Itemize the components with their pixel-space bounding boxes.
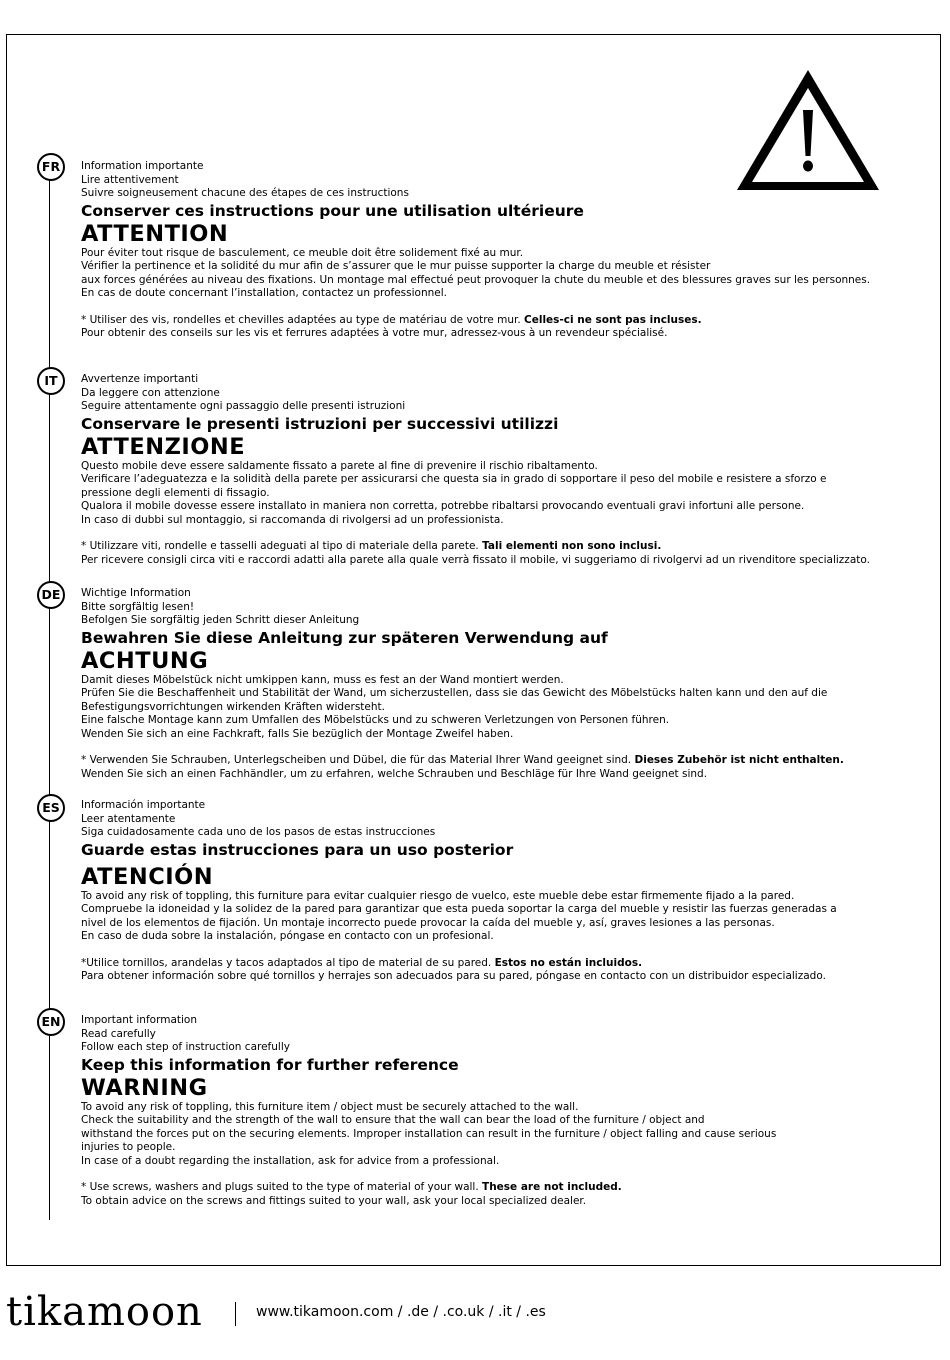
keep-heading: Conservare le presenti istruzioni per successivi utilizzi [81, 414, 559, 433]
body-line: En caso de duda sobre la instalación, póngase en contacto con un profesional. [81, 930, 494, 942]
body-line: Befestigungsvorrichtungen wirkenden Kräften widersteht. [81, 700, 385, 713]
section-es [81, 799, 921, 984]
body-line: In case of a doubt regarding the installation, ask for advice from a professional. [81, 1154, 500, 1167]
section-it [81, 373, 921, 567]
note-line: * Use screws, washers and plugs suited to the type of material of your wall. These are not included. [81, 1181, 622, 1193]
note-bold: Estos no están incluidos. [494, 956, 643, 969]
note-bold: Celles-ci ne sont pas incluses. [524, 313, 702, 326]
footer-divider [235, 1302, 236, 1326]
body-line: To avoid any risk of toppling, this furniture item / object must be securely attached to the wall. [81, 1100, 579, 1113]
body-line: Damit dieses Möbelstück nicht umkippen kann, muss es fest an der Wand montiert werden. [81, 673, 564, 686]
keep-heading: Guarde estas instrucciones para un uso posterior [81, 840, 514, 859]
body-line: En cas de doute concernant l’installation, contactez un professionnel. [81, 287, 447, 299]
section-title: ATTENZIONE [81, 433, 246, 460]
intro-line: Information importante [81, 160, 204, 172]
note-line: *Utilice tornillos, arandelas y tacos adaptados al tipo de material de su pared. Estos no están incluidos. [81, 956, 643, 969]
intro-line: Bitte sorgfältig lesen! [81, 600, 195, 613]
note-bold: Dieses Zubehör ist nicht enthalten. [634, 754, 844, 766]
section-title: ATENCIÓN [81, 863, 214, 890]
body-line: Pour éviter tout risque de basculement, ce meuble doit être solidement fixé au mur. [81, 246, 524, 259]
body-line: In caso di dubbi sul montaggio, si raccomanda di rivolgersi ad un professionista. [81, 513, 504, 526]
section-fr [81, 160, 921, 341]
intro-line: Siga cuidadosamente cada uno de los pasos de estas instrucciones [81, 826, 436, 838]
body-line: Questo mobile deve essere saldamente fissato a parete al fine di prevenire il rischio ribaltamento. [81, 459, 598, 472]
intro-line: Read carefully [81, 1027, 156, 1040]
note-line: * Utiliser des vis, rondelles et chevilles adaptées au type de matériau de votre mur. Celles-ci ne sont pas incluses. [81, 313, 702, 326]
keep-heading: Bewahren Sie diese Anleitung zur späteren Verwendung auf [81, 628, 608, 647]
section-de [81, 587, 921, 781]
intro-line: Leer atentamente [81, 812, 176, 825]
intro-line: Follow each step of instruction carefully [81, 1041, 290, 1053]
body-line: nivel de los elementos de fijación. Un montaje incorrecto puede provocar la caída del mueble y, así, graves lesiones a las personas. [81, 916, 775, 929]
body-line: Prüfen Sie die Beschaffenheit und Stabilität der Wand, um sicherzustellen, dass sie das Gewicht des Möbelstücks halten kann und den auf die [81, 687, 828, 699]
note-bold: These are not included. [482, 1181, 622, 1193]
advice-line: Para obtener información sobre qué tornillos y herrajes son adecuados para su pared, póngase en contacto con un distribuidor especializado. [81, 970, 826, 982]
intro-line: Avvertenze importanti [81, 373, 199, 385]
intro-line: Información importante [81, 799, 206, 811]
keep-heading: Conserver ces instructions pour une utilisation ultérieure [81, 201, 584, 220]
intro-line: Important information [81, 1014, 197, 1026]
language-timeline [49, 160, 50, 1220]
lang-badge-fr: FR [37, 153, 65, 181]
intro-line: Suivre soigneusement chacune des étapes de ces instructions [81, 187, 409, 199]
body-line: Verificare l’adeguatezza e la solidità della parete per assicurarsi che questa sia in grado di sopportare il peso del mobile e resistere a sforzo e [81, 473, 827, 485]
lang-badge-it: IT [37, 367, 65, 395]
website-urls[interactable]: www.tikamoon.com / .de / .co.uk / .it / .es [256, 1304, 546, 1320]
body-line: Compruebe la idoneidad y la solidez de la pared para garantizar que esta pueda soportar la carga del mueble y resistir las fuerzas generadas a [81, 903, 837, 915]
body-line: injuries to people. [81, 1141, 176, 1153]
lang-badge-en: EN [37, 1008, 65, 1036]
section-title: WARNING [81, 1074, 208, 1101]
intro-line: Seguire attentamente ogni passaggio delle presenti istruzioni [81, 400, 406, 412]
section-title: ATTENTION [81, 220, 229, 247]
section-en [81, 1014, 921, 1208]
advice-line: Pour obtenir des conseils sur les vis et ferrures adaptées à votre mur, adressez-vous à un revendeur spécialisé. [81, 327, 668, 339]
lang-badge-de: DE [37, 581, 65, 609]
advice-line: To obtain advice on the screws and fittings suited to your wall, ask your local specialized dealer. [81, 1194, 587, 1207]
body-line: pressione degli elementi di fissagio. [81, 486, 270, 499]
keep-heading: Keep this information for further reference [81, 1055, 459, 1074]
intro-line: Da leggere con attenzione [81, 386, 220, 399]
body-line: Wenden Sie sich an eine Fachkraft, falls Sie bezüglich der Montage Zweifel haben. [81, 727, 514, 740]
intro-line: Lire attentivement [81, 173, 179, 186]
body-line: Qualora il mobile dovesse essere installato in maniera non corretta, potrebbe ribaltarsi provocando eventuali gravi infortuni alle persone. [81, 500, 805, 512]
body-line: aux forces générées au niveau des fixations. Un montage mal effectué peut provoquer la chute du meuble et des blessures graves sur les personnes. [81, 273, 871, 286]
brand-logo: tikamoon [6, 1289, 203, 1335]
body-line: Check the suitability and the strength of the wall to ensure that the wall can bear the load of the furniture / object and [81, 1114, 705, 1126]
advice-line: Per ricevere consigli circa viti e raccordi adatti alla parete alla quale verrà fissato il mobile, vi suggeriamo di rivolgervi ad un rivenditore specializzato. [81, 553, 870, 566]
body-line: withstand the forces put on the securing elements. Improper installation can result in the furniture / object falling and cause serious [81, 1127, 777, 1140]
body-line: To avoid any risk of toppling, this furniture para evitar cualquier riesgo de vuelco, este mueble debe estar firmemente fijado a la pared. [81, 889, 795, 902]
intro-line: Wichtige Information [81, 587, 191, 599]
body-line: Vérifier la pertinence et la solidité du mur afin de s’assurer que le mur puisse supporter la charge du meuble et résister [81, 260, 711, 272]
lang-badge-es: ES [37, 794, 65, 822]
note-line: * Verwenden Sie Schrauben, Unterlegscheiben und Dübel, die für das Material Ihrer Wand geeignet sind. Dieses Zubehör ist nicht enthalten. [81, 754, 844, 766]
note-bold: Tali elementi non sono inclusi. [482, 540, 662, 552]
note-line: * Utilizzare viti, rondelle e tasselli adeguati al tipo di materiale della parete. Tali elementi non sono inclusi. [81, 540, 662, 552]
section-title: ACHTUNG [81, 647, 209, 674]
intro-line: Befolgen Sie sorgfältig jeden Schritt dieser Anleitung [81, 614, 360, 626]
body-line: Eine falsche Montage kann zum Umfallen des Möbelstücks und zu schweren Verletzungen von Personen führen. [81, 714, 670, 726]
advice-line: Wenden Sie sich an einen Fachhändler, um zu erfahren, welche Schrauben und Beschläge für Ihre Wand geeignet sind. [81, 767, 708, 780]
